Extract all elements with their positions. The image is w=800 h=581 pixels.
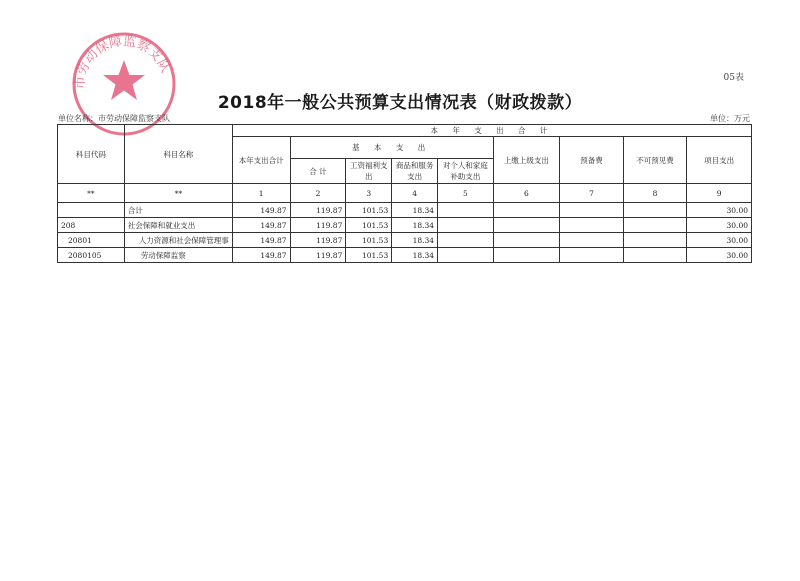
table-row: 2080105 劳动保障监察 149.87 119.87 101.53 18.34 30.00 [58,248,752,263]
header-goods: 商品和服务支出 [392,159,438,184]
page-title: 2018年一般公共预算支出情况表（财政拨款） [217,93,583,113]
table-number: 05表 [723,73,744,83]
unit-name: 单位名称：市劳动保障监察支队 [58,114,170,123]
header-unforeseen: 不可预见费 [623,137,687,184]
budget-table [57,124,752,263]
header-basic-total: 合 计 [290,159,346,184]
table-row: 208 社会保障和就业支出 149.87 119.87 101.53 18.34 30.00 [58,218,752,233]
table-row: 20801 人力资源和社会保障管理事 149.87 119.87 101.53 18.34 30.00 [58,233,752,248]
header-subject-code: 科目代码 [58,125,125,184]
header-reserve: 预备费 [560,137,624,184]
seal-text: 市劳动保障监察支队 [72,34,173,90]
index-row: ** ** 1 2 3 4 5 6 7 8 9 [58,184,752,203]
header-subject-name: 科目名称 [124,125,232,184]
header-project: 项目支出 [687,137,752,184]
table-row: 合计 149.87 119.87 101.53 18.34 30.00 [58,203,752,218]
header-total: 本年支出合计 [232,137,290,184]
header-personal: 对个人和家庭补助支出 [438,159,494,184]
header-wages: 工资福利支出 [346,159,392,184]
currency-unit: 单位：万元 [710,114,750,123]
header-group-basic: 基 本 支 出 [290,137,493,159]
header-superior: 上缴上级支出 [493,137,560,184]
header-group-main: 本 年 支 出 合 计 [232,125,751,137]
